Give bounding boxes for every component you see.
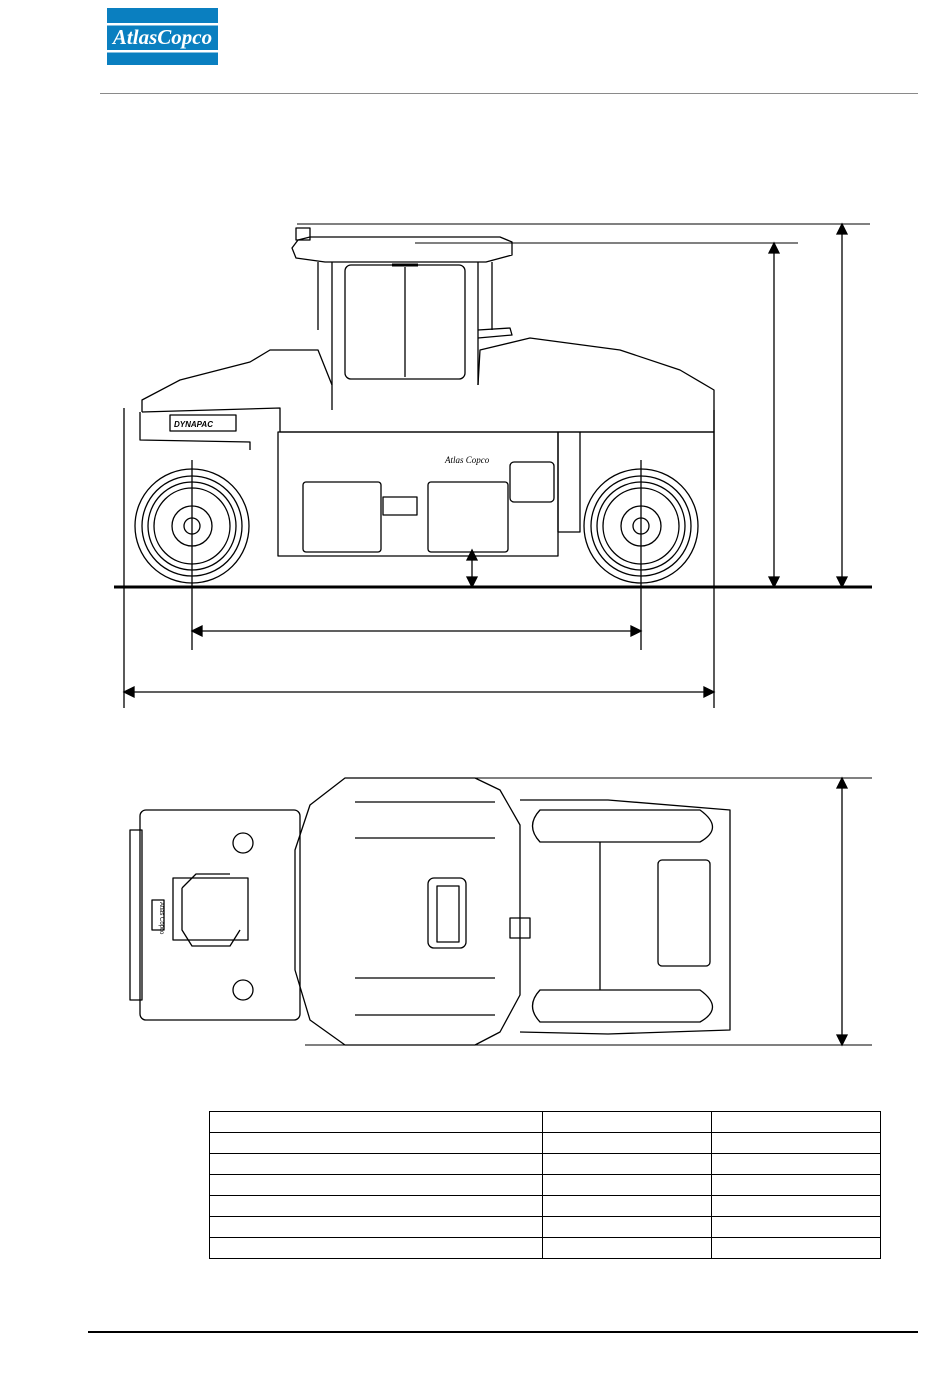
table-cell: [712, 1133, 881, 1154]
table-cell: [712, 1154, 881, 1175]
table-cell: [543, 1112, 712, 1133]
table-row: [210, 1112, 881, 1133]
table-row: [210, 1196, 881, 1217]
table-cell: [712, 1217, 881, 1238]
table-cell: [210, 1217, 543, 1238]
side-panel-brand: Atlas Copco: [445, 455, 490, 465]
table-cell: [210, 1238, 543, 1259]
dimension-table: [209, 1111, 881, 1259]
table-cell: [210, 1196, 543, 1217]
table-cell: [543, 1154, 712, 1175]
frame-line: [142, 408, 714, 432]
table-cell: [712, 1196, 881, 1217]
header-rule: [100, 93, 918, 94]
access-panel-right: [428, 482, 508, 552]
table-row: [210, 1217, 881, 1238]
table-row: [210, 1133, 881, 1154]
table-cell: [543, 1217, 712, 1238]
rear-decal-text: Atlas Copco: [158, 902, 164, 935]
access-panel-left: [303, 482, 381, 552]
cab-roof-top: [295, 778, 520, 1045]
table-cell: [210, 1112, 543, 1133]
table-cell: [210, 1154, 543, 1175]
table-cell: [210, 1133, 543, 1154]
atlas-copco-logo: [107, 8, 218, 65]
rear-hood: [142, 350, 332, 412]
front-hood: [478, 338, 714, 432]
front-section: [520, 800, 730, 1034]
side-view-drawing: [100, 210, 880, 715]
top-view-drawing: [100, 770, 880, 1060]
table-cell: [543, 1175, 712, 1196]
table-row: [210, 1154, 881, 1175]
table-cell: [543, 1196, 712, 1217]
table-cell: [712, 1112, 881, 1133]
dimension-table-body: [210, 1112, 881, 1259]
table-cell: [712, 1238, 881, 1259]
table-row: [210, 1175, 881, 1196]
main-body-panel: [278, 432, 558, 556]
dynapac-decal-text: DYNAPAC: [174, 420, 213, 429]
footer-rule: [88, 1331, 918, 1333]
table-cell: [210, 1175, 543, 1196]
logo-text: AtlasCopco: [112, 25, 213, 49]
table-cell: [712, 1175, 881, 1196]
table-row: [210, 1238, 881, 1259]
table-cell: [543, 1133, 712, 1154]
table-cell: [543, 1238, 712, 1259]
cab-roof: [292, 237, 512, 262]
